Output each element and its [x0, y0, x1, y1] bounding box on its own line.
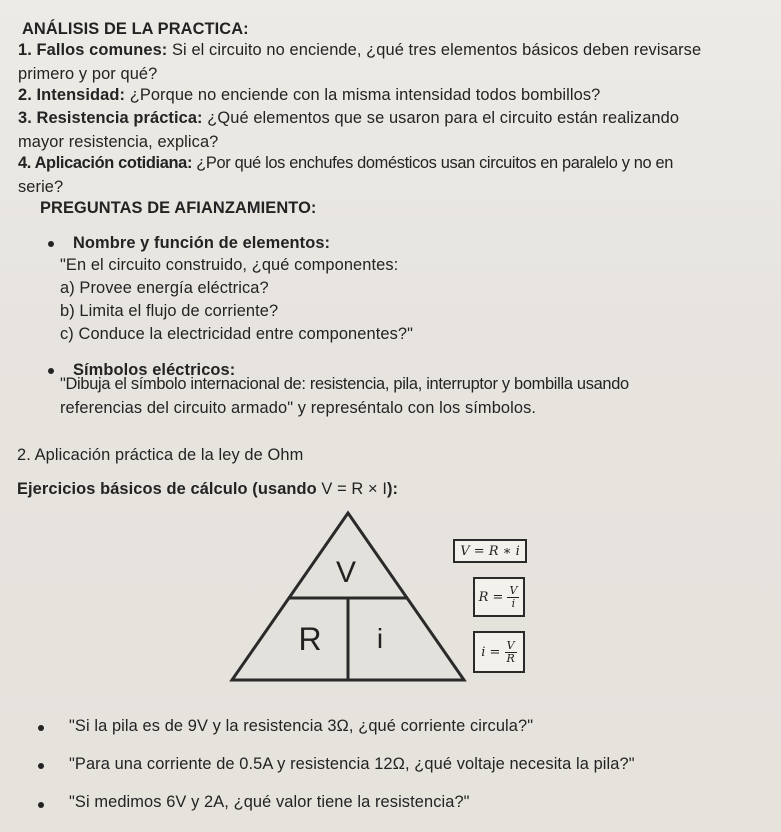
- formula-voltage-text: V = R ∗ i: [460, 543, 520, 559]
- formula-voltage: [453, 539, 527, 563]
- bullet-icon: [48, 368, 54, 374]
- bullet-icon: [38, 802, 44, 808]
- bullet-icon: [38, 763, 44, 769]
- bullet-icon: [48, 241, 54, 247]
- analysis-question-1: [18, 40, 701, 60]
- fraction-numerator: V: [506, 638, 515, 652]
- question-2-text: ¿Porque no enciende con la misma intensidad todos bombillos?: [125, 86, 601, 104]
- item-1-title: Nombre y función de elementos:: [73, 234, 331, 252]
- item-1-prompt: "En el circuito construido, ¿qué componentes:: [60, 256, 399, 274]
- question-4-continuation: serie?: [18, 178, 64, 196]
- exercises-suffix: ):: [387, 480, 399, 498]
- item-1-option-b: b) Limita el flujo de corriente?: [60, 302, 279, 320]
- question-1-label: 1. Fallos comunes:: [18, 41, 168, 59]
- bullet-icon: [38, 725, 44, 731]
- exercise-question-3: "Si medimos 6V y 2A, ¿qué valor tiene la resistencia?": [69, 793, 470, 811]
- triangle-resistance-label: R: [298, 621, 322, 657]
- question-1-text: Si el circuito no enciende, ¿qué tres elementos básicos deben revisarse: [167, 41, 702, 59]
- question-2-label: 2. Intensidad:: [18, 86, 126, 104]
- analysis-question-2: [18, 85, 600, 105]
- item-1-option-a: a) Provee energía eléctrica?: [60, 279, 269, 297]
- exercise-question-1: "Si la pila es de 9V y la resistencia 3Ω, ¿qué corriente circula?": [69, 717, 534, 735]
- question-3-text: ¿Qué elementos que se usaron para el circuito están realizando: [202, 109, 680, 127]
- question-3-continuation: mayor resistencia, explica?: [18, 133, 219, 151]
- formula-resistance: [473, 577, 525, 617]
- formula-resistance-lhs: R =: [478, 589, 504, 605]
- exercises-label: Ejercicios básicos de cálculo (usando: [17, 480, 322, 498]
- exercises-heading: [17, 479, 398, 499]
- formula-resistance-fraction: [507, 585, 519, 610]
- formula-current: [473, 631, 525, 673]
- analysis-heading: ANÁLISIS DE LA PRACTICA:: [22, 20, 249, 38]
- analysis-question-3: [18, 108, 679, 128]
- formula-current-lhs: i =: [481, 644, 501, 660]
- reinforcement-heading: PREGUNTAS DE AFIANZAMIENTO:: [40, 199, 317, 217]
- triangle-current-label: i: [376, 623, 384, 654]
- question-3-label: 3. Resistencia práctica:: [18, 109, 203, 127]
- triangle-voltage-label: V: [335, 556, 357, 589]
- fraction-denominator: R: [506, 651, 515, 665]
- exercise-question-2: "Para una corriente de 0.5A y resistencia 12Ω, ¿qué voltaje necesita la pila?": [69, 755, 635, 773]
- question-4-text: ¿Por qué los enchufes domésticos usan circuitos en paralelo y no en: [192, 154, 674, 172]
- ohm-formula: V = R × I: [321, 480, 387, 498]
- item-2-prompt: "Dibuja el símbolo internacional de: resistencia, pila, interruptor y bombilla usando: [60, 375, 629, 393]
- formula-current-fraction: [504, 640, 516, 665]
- fraction-denominator: i: [511, 596, 516, 610]
- item-2-prompt-continuation: referencias del circuito armado" y represéntalo con los símbolos.: [60, 399, 537, 417]
- question-4-label: 4. Aplicación cotidiana:: [18, 154, 193, 172]
- ohm-triangle-diagram: [228, 510, 468, 682]
- item-2-title: Símbolos eléctricos:: [73, 361, 236, 379]
- ohm-heading: 2. Aplicación práctica de la ley de Ohm: [17, 446, 304, 464]
- question-1-continuation: primero y por qué?: [18, 65, 158, 83]
- analysis-question-4: [18, 153, 673, 173]
- fraction-numerator: V: [509, 583, 518, 597]
- item-1-option-c: c) Conduce la electricidad entre componentes?": [60, 325, 413, 343]
